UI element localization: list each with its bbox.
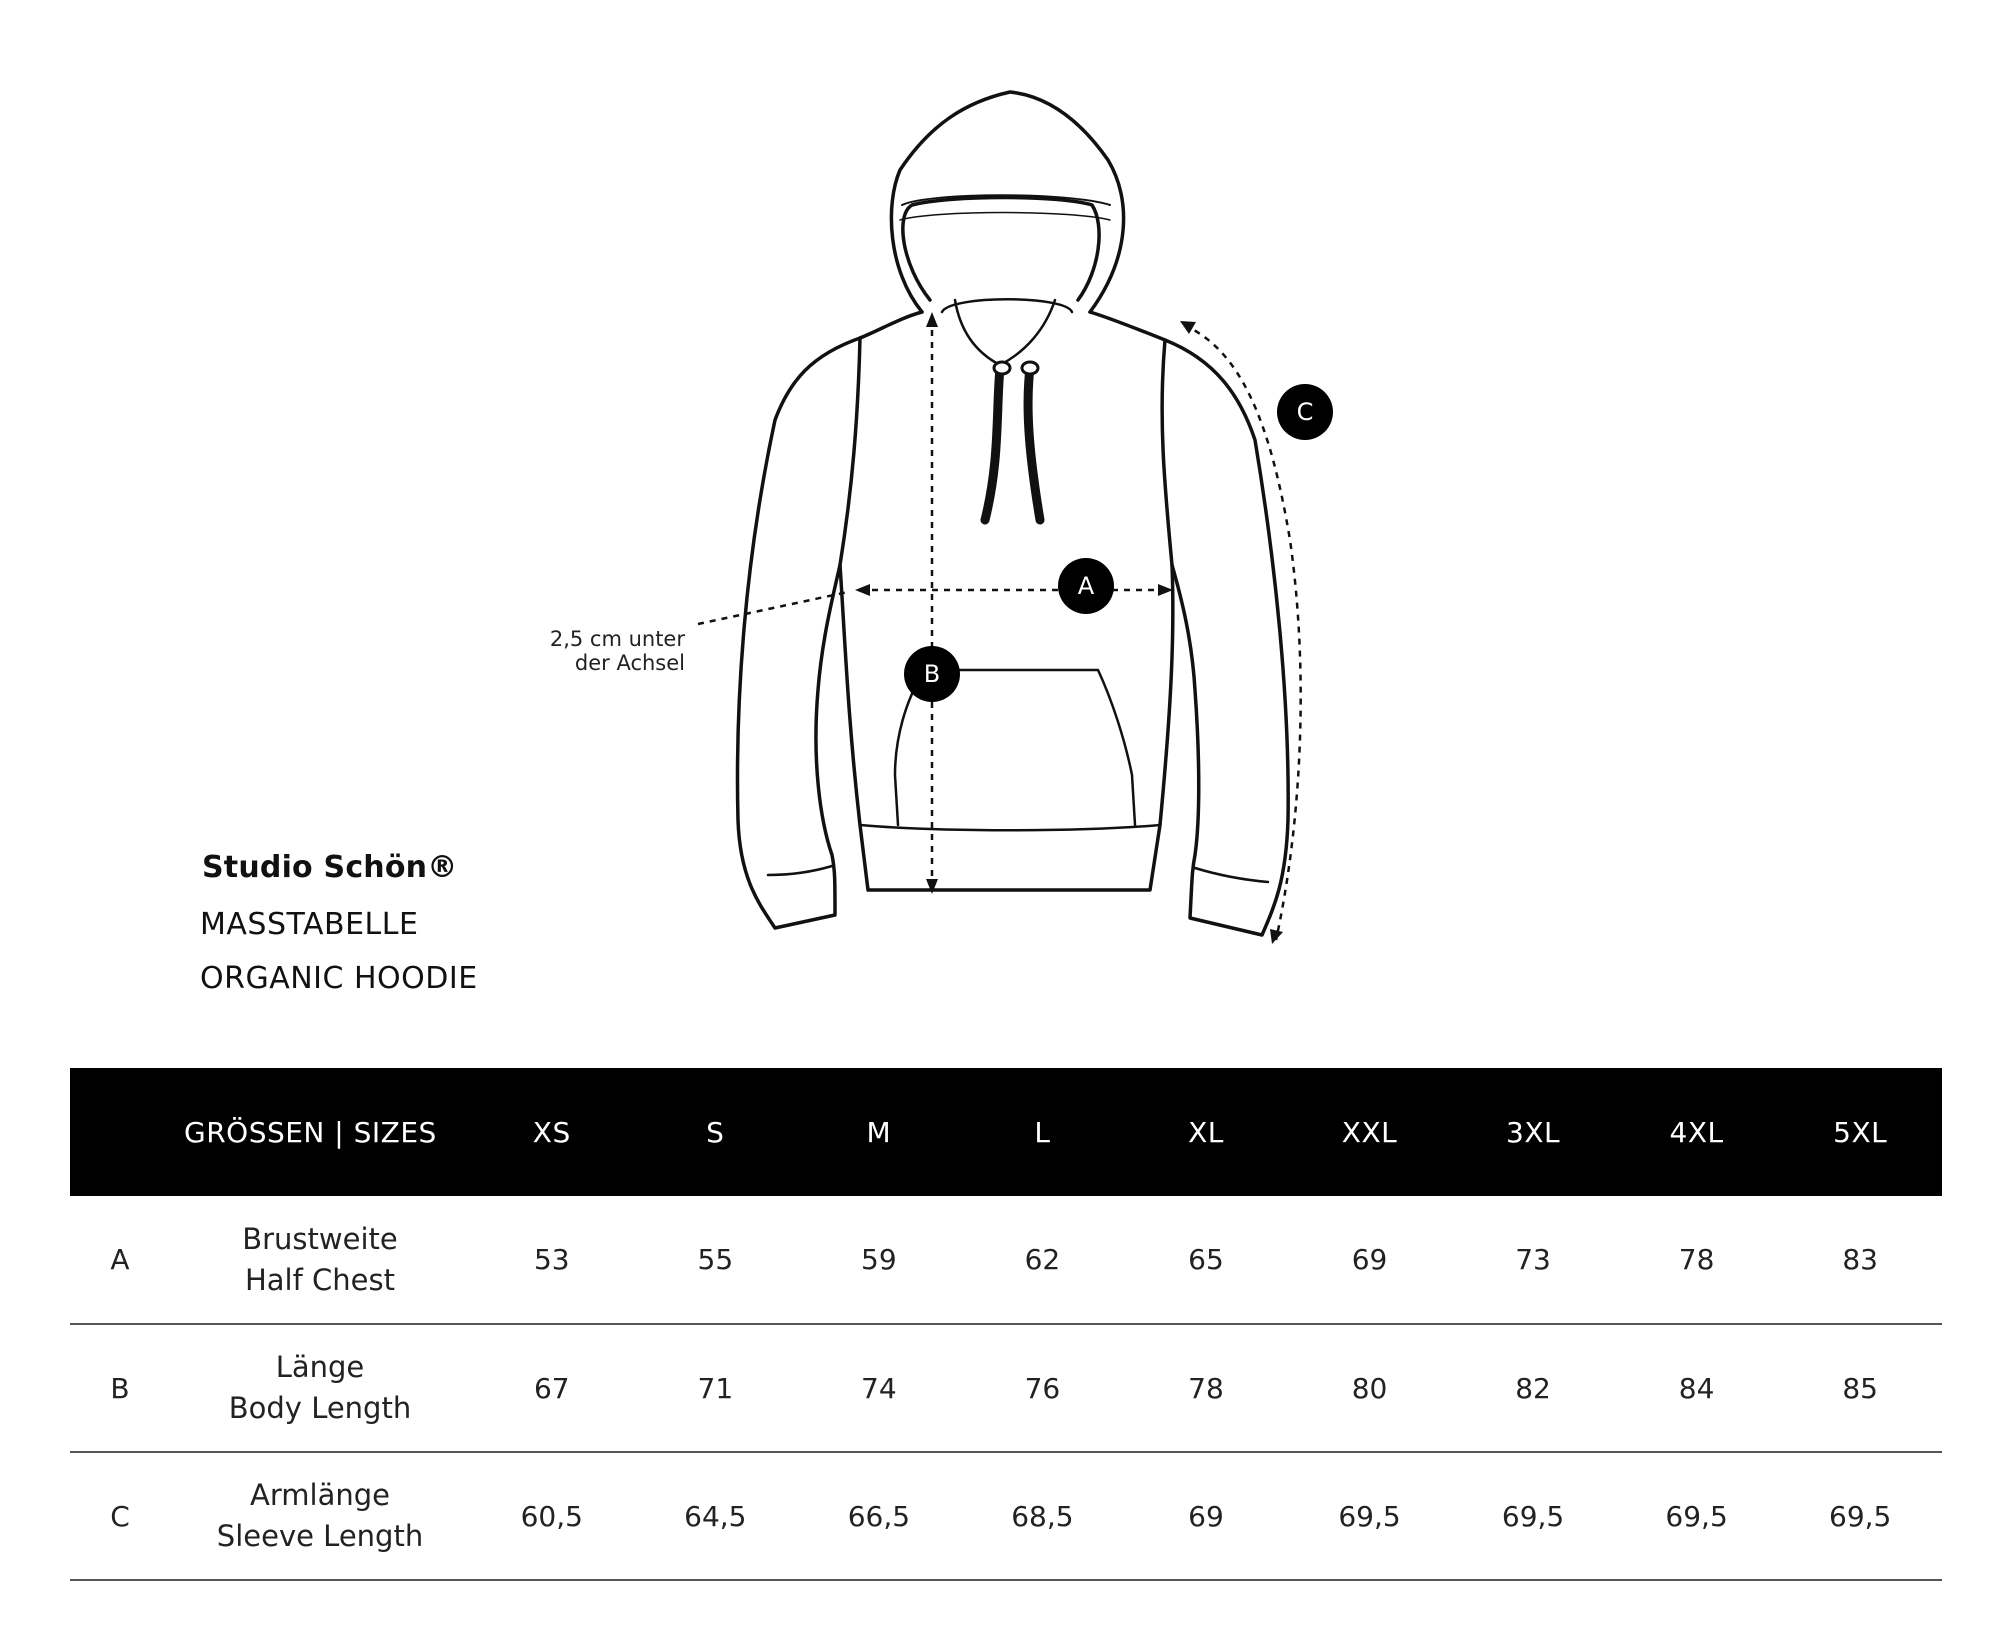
table-cell: 69: [1188, 1499, 1224, 1533]
size-header-row: [70, 1068, 1942, 1196]
table-cell: 68,5: [1011, 1499, 1074, 1533]
note-pointer: [698, 592, 848, 624]
size-xs: XS: [532, 1115, 571, 1149]
table-row: [70, 1196, 1942, 1324]
drawstring-right: [1028, 368, 1040, 520]
measure-label-de: Armlänge: [250, 1478, 390, 1512]
table-cell: 69,5: [1665, 1499, 1728, 1533]
size-3xl: 3XL: [1506, 1115, 1561, 1149]
measurement-note: [480, 627, 685, 675]
badge-c: C: [1277, 384, 1333, 440]
measure-label-en: Half Chest: [244, 1262, 395, 1297]
row-letter: A: [110, 1243, 130, 1276]
measure-label: [170, 1324, 470, 1452]
chart-title: MASSTABELLE: [200, 907, 419, 942]
body-outline: [737, 312, 922, 928]
table-cell: 66,5: [847, 1499, 911, 1533]
table-cell: 83: [1842, 1243, 1878, 1276]
drawstring-left: [985, 368, 1000, 520]
table-cell: 78: [1188, 1371, 1224, 1405]
size-5xl: 5XL: [1833, 1115, 1888, 1149]
table-cell: 64,5: [684, 1499, 747, 1533]
size-4xl: 4XL: [1669, 1115, 1724, 1149]
size-s: S: [706, 1115, 725, 1149]
table-cell: 82: [1515, 1371, 1551, 1405]
size-m: M: [866, 1115, 892, 1149]
size-l: L: [1034, 1115, 1051, 1149]
measure-label-de: Länge: [275, 1350, 365, 1384]
measure-label-en: Sleeve Length: [216, 1519, 424, 1553]
size-xl: XL: [1188, 1115, 1224, 1149]
table-cell: 69,5: [1501, 1499, 1565, 1533]
table-cell: 85: [1842, 1371, 1878, 1405]
badge-b: B: [904, 646, 960, 702]
table-cell: 59: [861, 1243, 897, 1276]
badge-a: A: [1058, 558, 1114, 614]
size-table: [70, 1068, 1942, 1581]
measure-label: [170, 1452, 470, 1580]
measurement-note-line2: der Achsel: [574, 651, 685, 675]
table-cell: 76: [1024, 1371, 1061, 1405]
measure-label-de: Brustweite: [242, 1221, 398, 1256]
table-cell: 69,5: [1338, 1499, 1401, 1533]
table-cell: 78: [1678, 1243, 1715, 1276]
table-cell: 71: [697, 1371, 734, 1405]
row-letter: B: [110, 1371, 130, 1405]
product-name: ORGANIC HOODIE: [200, 961, 478, 996]
table-row: [70, 1324, 1942, 1452]
table-cell: 69: [1351, 1243, 1388, 1276]
table-cell: 69,5: [1829, 1499, 1892, 1533]
table-row: [70, 1452, 1942, 1580]
brand-name: Studio Schön®: [202, 850, 458, 885]
table-cell: 73: [1515, 1243, 1551, 1276]
table-cell: 62: [1024, 1243, 1061, 1276]
table-cell: 67: [533, 1371, 570, 1405]
size-label: GRÖSSEN | SIZES: [184, 1115, 437, 1149]
table-cell: 53: [533, 1243, 570, 1276]
table-cell: 60,5: [520, 1499, 583, 1533]
measure-label-en: Body Length: [228, 1391, 412, 1425]
table-cell: 65: [1188, 1243, 1224, 1276]
header-empty: [70, 1068, 170, 1196]
table-cell: 84: [1678, 1371, 1715, 1405]
measurement-note-line1: 2,5 cm unter: [549, 627, 685, 651]
measure-label: [170, 1196, 470, 1324]
table-cell: 55: [697, 1243, 734, 1276]
table-cell: 80: [1351, 1371, 1388, 1405]
size-xxl: XXL: [1341, 1115, 1398, 1149]
table-cell: 74: [861, 1371, 897, 1405]
row-letter: C: [110, 1499, 130, 1533]
